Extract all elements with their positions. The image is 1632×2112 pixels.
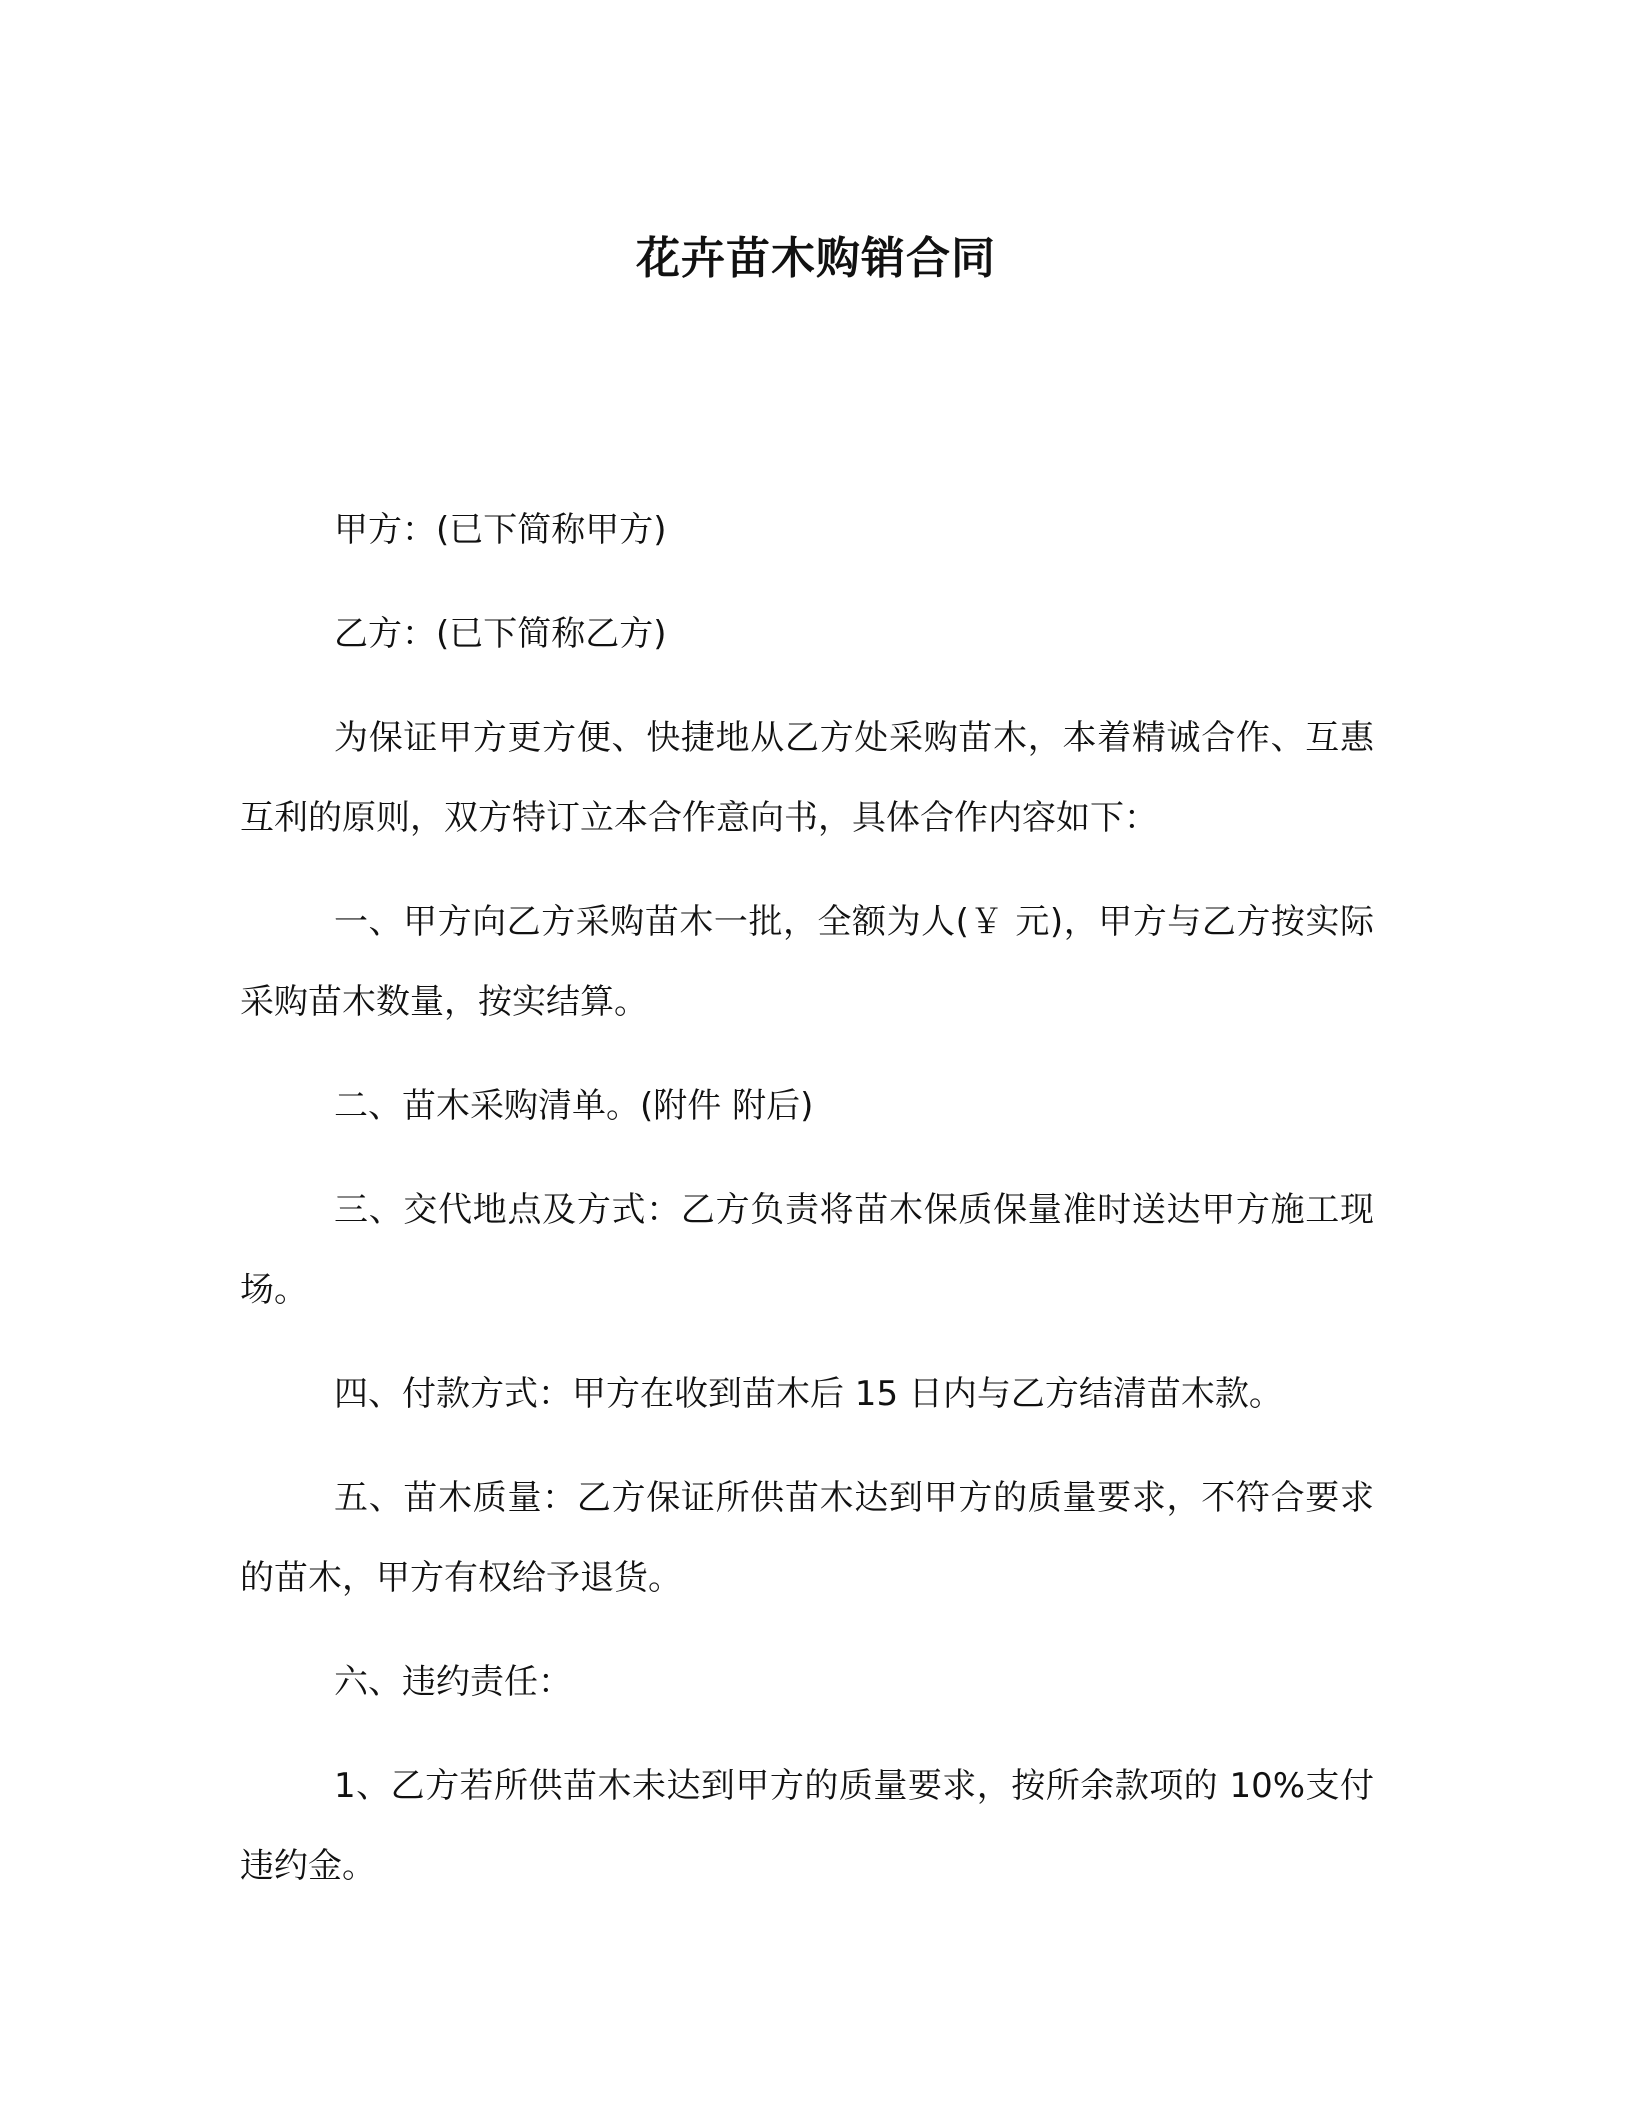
party-b-line: 乙方：(已下简称乙方) (334, 614, 667, 654)
clause-5-paragraph: 五、苗木质量：乙方保证所供苗木达到甲方的质量要求，不符合要求的苗木，甲方有权给予退货。 (240, 1478, 1374, 1598)
document-title: 花卉苗木购销合同 (636, 233, 996, 284)
clause-1-paragraph: 一、甲方向乙方采购苗木一批，全额为人(￥ 元)，甲方与乙方按实际采购苗木数量，按实结算。 (240, 902, 1374, 1022)
clause-2-paragraph: 二、苗木采购清单。(附件 附后) (334, 1086, 814, 1126)
clause-6-heading: 六、违约责任： (334, 1662, 572, 1702)
clause-4-paragraph: 四、付款方式：甲方在收到苗木后 15 日内与乙方结清苗木款。 (334, 1374, 1283, 1414)
party-a-line: 甲方：(已下简称甲方) (334, 510, 667, 550)
clause-6-item-1: 1、乙方若所供苗木未达到甲方的质量要求，按所余款项的 10%支付违约金。 (240, 1766, 1374, 1886)
preamble-paragraph: 为保证甲方更方便、快捷地从乙方处采购苗木，本着精诚合作、互惠互利的原则，双方特订立本合作意向书，具体合作内容如下： (240, 718, 1374, 838)
clause-3-paragraph: 三、交代地点及方式：乙方负责将苗木保质保量准时送达甲方施工现场。 (240, 1190, 1374, 1310)
document-body (240, 490, 1374, 1930)
